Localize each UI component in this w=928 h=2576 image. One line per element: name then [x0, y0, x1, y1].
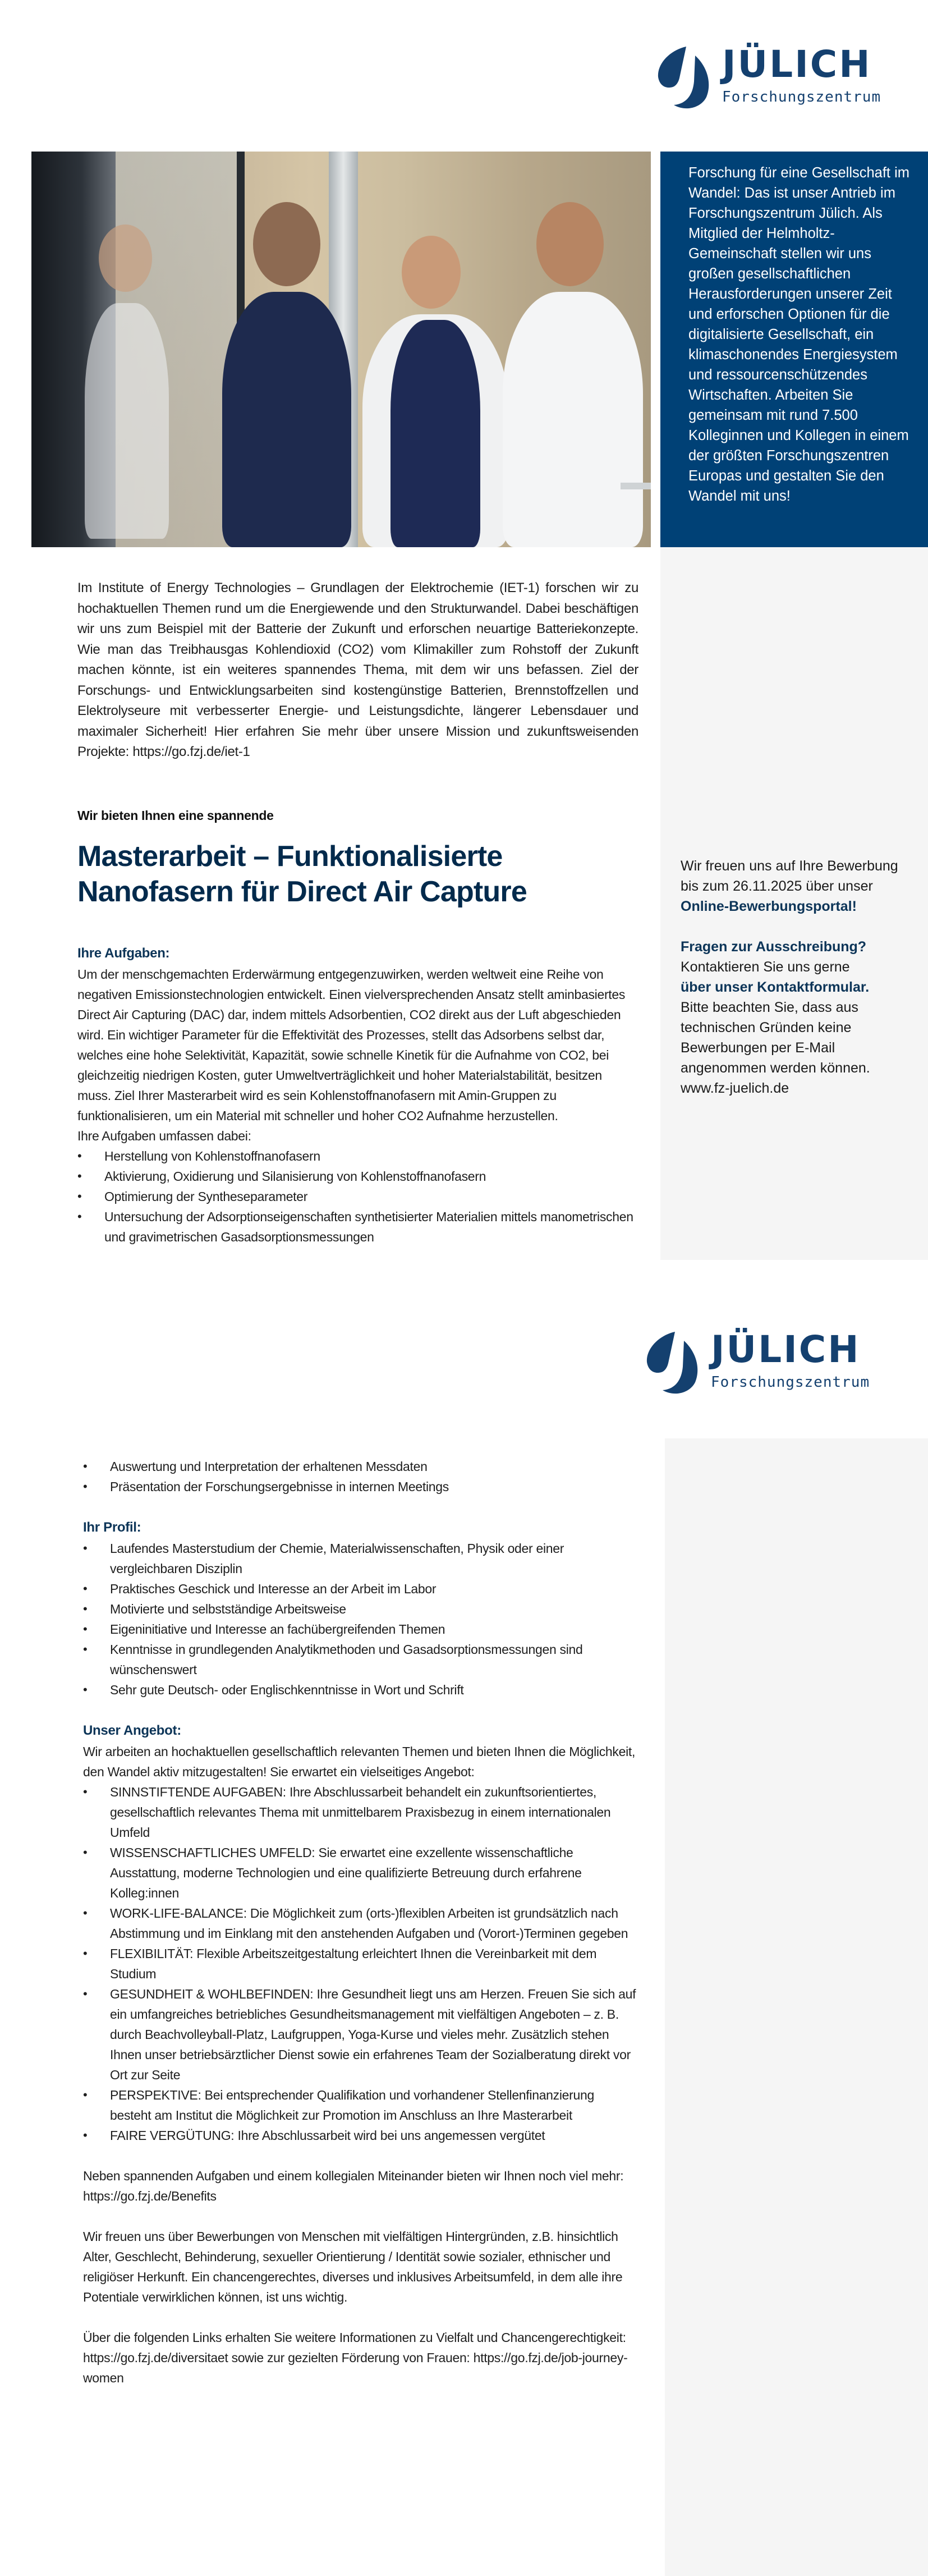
person-bearded-head: [536, 202, 604, 286]
sidebar-page2: [665, 1438, 928, 2576]
person-woman-shirt: [391, 320, 480, 547]
hero-photo: [31, 152, 651, 547]
list-item: • FLEXIBILITÄT: Flexible Arbeitszeitgestaltung erleichtert Ihnen die Vereinbarkeit mit dem Studium: [83, 1944, 638, 1984]
offer-list: [83, 1782, 638, 2146]
juelich-logo-mark-icon: [642, 1327, 704, 1395]
tasks-section: [77, 943, 638, 1247]
list-item: • SINNSTIFTENDE AUFGABEN: Ihre Abschlussarbeit behandelt ein zukunftsorientiertes, gesellschaftlich relevantes Thema mit unmittelbarem Praxisbezug in einem internationalen Umfeld: [83, 1782, 638, 1842]
list-item: • Aktivierung, Oxidierung und Silanisierung von Kohlenstoffnanofasern: [77, 1166, 638, 1186]
profile-heading: Ihr Profil:: [83, 1520, 141, 1535]
online-portal-link[interactable]: Online-Bewerbungsportal!: [681, 899, 857, 914]
list-item: • PERSPEKTIVE: Bei entsprechender Qualifikation und vorhandener Stellenfinanzierung besteht am Institut die Möglichkeit zur Promotion im Anschluss an Ihre Masterarbeit: [83, 2085, 638, 2125]
person-man-head: [253, 202, 320, 286]
list-item: • Untersuchung der Adsorptionseigenschaften synthetisierter Materialien mittels manometrischen und gravimetrischen Gasadsorptionsmessungen: [77, 1207, 638, 1247]
questions-heading: Fragen zur Ausschreibung?: [681, 939, 867, 955]
list-item: • Präsentation der Forschungsergebnisse in internen Meetings: [83, 1477, 638, 1497]
list-item: • WISSENSCHAFTLICHES UMFELD: Sie erwartet eine exzellente wissenschaftliche Ausstattung, moderne Technologien und eine qualifizierte Betreuung durch erfahrene Kolleg:innen: [83, 1842, 638, 1903]
offer-heading: Unser Angebot:: [83, 1723, 181, 1738]
tasks-text: Um der menschgemachten Erderwärmung entgegenzuwirken, werden weltweit eine Reihe von negativen Emissionstechnologien entwickelt. Einen vielversprechenden Ansatz stellt aminbasiertes Direct Air Capturing (DAC) dar, indem mittels Adsorbentien, CO2 direkt aus der Luft abgeschieden wird. Ein wichtiger Parameter für die Effektivität des Prozesses, stellt das Adsorbens selbst dar, welches eine hohe Selektivität, Kapazität, sowie schnelle Kinetik für die Aufnahme von CO2, bei gleichzeitig niedrigen Kosten, guter Umweltverträglichkeit und hoher Materialstabilität, besitzen muss. Ziel Ihrer Masterarbeit wird es sein Kohlenstoffnanofasern mit Amin-Gruppen zu funktionalisieren, um ein Material mit schneller und hoher CO2 Aufnahme herzustellen.: [77, 967, 626, 1123]
deadline-text: Wir freuen uns auf Ihre Bewerbung bis zum 26.11.2025 über unser: [681, 858, 898, 894]
application-info: [681, 856, 911, 1098]
diversity-links-text: Über die folgenden Links erhalten Sie weitere Informationen zu Vielfalt und Chancengerechtigkeit: https://go.fzj.de/diversitaet sowie zur gezielten Förderung von Frauen: https://go.fzj.de/job-journey-women: [83, 2330, 628, 2385]
tasks-list-continued: [83, 1456, 638, 1497]
list-item: • GESUNDHEIT & WOHLBEFINDEN: Ihre Gesundheit liegt uns am Herzen. Freuen Sie sich auf ein umfangreiches betriebliches Gesundheitsmanagement mit vielfältigen Angeboten – z. B. durch Beachvolleyball-Platz, Laufgruppen, Yoga-Kurse und vieles mehr. Zusätzlich stehen Ihnen unser betriebsärztlicher Dienst sowie ein erfahrenes Team der Sozialberatung direkt vor Ort zur Seite: [83, 1984, 638, 2085]
list-item: • Motivierte und selbstständige Arbeitsweise: [83, 1599, 638, 1619]
list-item: • Eigeninitiative und Interesse an fachübergreifenden Themen: [83, 1619, 638, 1639]
reflection-head: [99, 224, 152, 292]
list-item: • Herstellung von Kohlenstoffnanofasern: [77, 1146, 638, 1166]
railing: [621, 483, 651, 489]
logo-brand: JÜLICH: [711, 1328, 861, 1371]
logo-subtitle: Forschungszentrum: [711, 1374, 870, 1391]
mission-text: Forschung für eine Gesellschaft im Wandel: Das ist unser Antrieb im Forschungszentrum Jülich. Als Mitglied der Helmholtz-Gemeinschaft stellen wir uns großen gesellschaftlichen Herausforderungen unserer Zeit und erforschen Optionen für die digitalisierte Gesellschaft, ein klimaschonendes Energiesystem und ressourcenschützendes Wirtschaften. Arbeiten Sie gemeinsam mit rund 7.500 Kolleginnen und Kollegen in einem der größten Forschungszentren Europas und gestalten Sie den Wandel mit uns!: [688, 165, 910, 504]
list-item: • Laufendes Masterstudium der Chemie, Materialwissenschaften, Physik oder einer vergleichbaren Disziplin: [83, 1538, 638, 1579]
contact-text: Kontaktieren Sie uns gerne: [681, 959, 850, 975]
list-item: • Praktisches Geschick und Interesse an der Arbeit im Labor: [83, 1579, 638, 1599]
reflection-person: [85, 303, 169, 539]
benefits-text: Neben spannenden Aufgaben und einem kollegialen Miteinander bieten wir Ihnen noch viel mehr: https://go.fzj.de/Benefits: [83, 2169, 624, 2203]
person-woman-head: [402, 236, 461, 309]
kicker-text: Wir bieten Ihnen eine spannende: [77, 808, 274, 823]
website-link[interactable]: www.fz-juelich.de: [681, 1080, 789, 1096]
logo-subtitle: Forschungszentrum: [722, 89, 881, 106]
page2-content: [83, 1456, 638, 2388]
juelich-logo-mark-icon: [654, 42, 715, 109]
list-item: • WORK-LIFE-BALANCE: Die Möglichkeit zum (orts-)flexiblen Arbeiten ist grundsätzlich nach Abstimmung und im Einklang mit den anstehenden Aufgaben und (Vorort-)Terminen gegeben: [83, 1903, 638, 1944]
tasks-list: [77, 1146, 638, 1247]
person-man-labcoat: [503, 292, 643, 547]
juelich-logo: [654, 42, 881, 109]
application-sidebar: [660, 547, 928, 1260]
tasks-lead: Ihre Aufgaben umfassen dabei:: [77, 1129, 251, 1143]
institute-intro: Im Institute of Energy Technologies – Grundlagen der Elektrochemie (IET-1) forschen wir zu hochaktuellen Themen rund um die Energiewende und den Strukturwandel. Dabei beschäftigen wir uns zum Beispiel mit der Batterie der Zukunft und erforschen neuartige Batteriekonzepte. Wie man das Treibhausgas Kohlendioxid (CO2) vom Klimakiller zum Rohstoff der Zukunft machen könnte, ist ein weiteres spannendes Thema, mit dem wir uns befassen. Ziel der Forschungs- und Entwicklungsarbeiten sind kostengünstige Batterien, Brennstoffzellen und Elektrolyseure mit verbesserter Energie- und Leistungsdichte, längerer Lebensdauer und maximaler Sicherheit! Hier erfahren Sie mehr über unsere Mission und zukunftsweisenden Projekte: https://go.fzj.de/iet-1: [77, 580, 638, 759]
profile-list: [83, 1538, 638, 1700]
contact-form-link[interactable]: über unser Kontaktformular.: [681, 979, 870, 995]
juelich-logo-page2: [642, 1327, 870, 1395]
logo-brand: JÜLICH: [722, 43, 872, 86]
mission-panel: [660, 152, 928, 547]
list-item: • FAIRE VERGÜTUNG: Ihre Abschlussarbeit wird bei uns angemessen vergütet: [83, 2125, 638, 2146]
diversity-text: Wir freuen uns über Bewerbungen von Menschen mit vielfältigen Hintergründen, z.B. hinsichtlich Alter, Geschlecht, Behinderung, sexueller Orientierung / Identität sowie sozialer, ethnischer und religiöser Herkunft. Ein chancengerechtes, diverses und inklusives Arbeitsumfeld, in dem alle ihre Potentiale verwirklichen können, ist uns wichtig.: [83, 2229, 623, 2304]
page-title: Masterarbeit – Funktionalisierte Nanofasern für Direct Air Capture: [77, 840, 527, 908]
list-item: • Optimierung der Syntheseparameter: [77, 1186, 638, 1207]
email-note: Bitte beachten Sie, dass aus technischen Gründen keine Bewerbungen per E-Mail angenommen werden können.: [681, 1000, 870, 1076]
list-item: • Kenntnisse in grundlegenden Analytikmethoden und Gasadsorptionsmessungen sind wünschenswert: [83, 1639, 638, 1680]
tasks-heading: Ihre Aufgaben:: [77, 946, 170, 961]
offer-intro: Wir arbeiten an hochaktuellen gesellschaftlich relevanten Themen und bieten Ihnen die Möglichkeit, den Wandel aktiv mitzugestalten! Sie erwartet ein vielseitiges Angebot:: [83, 1744, 636, 1779]
list-item: • Auswertung und Interpretation der erhaltenen Messdaten: [83, 1456, 638, 1477]
list-item: • Sehr gute Deutsch- oder Englischkenntnisse in Wort und Schrift: [83, 1680, 638, 1700]
person-man-sweater: [222, 292, 351, 547]
